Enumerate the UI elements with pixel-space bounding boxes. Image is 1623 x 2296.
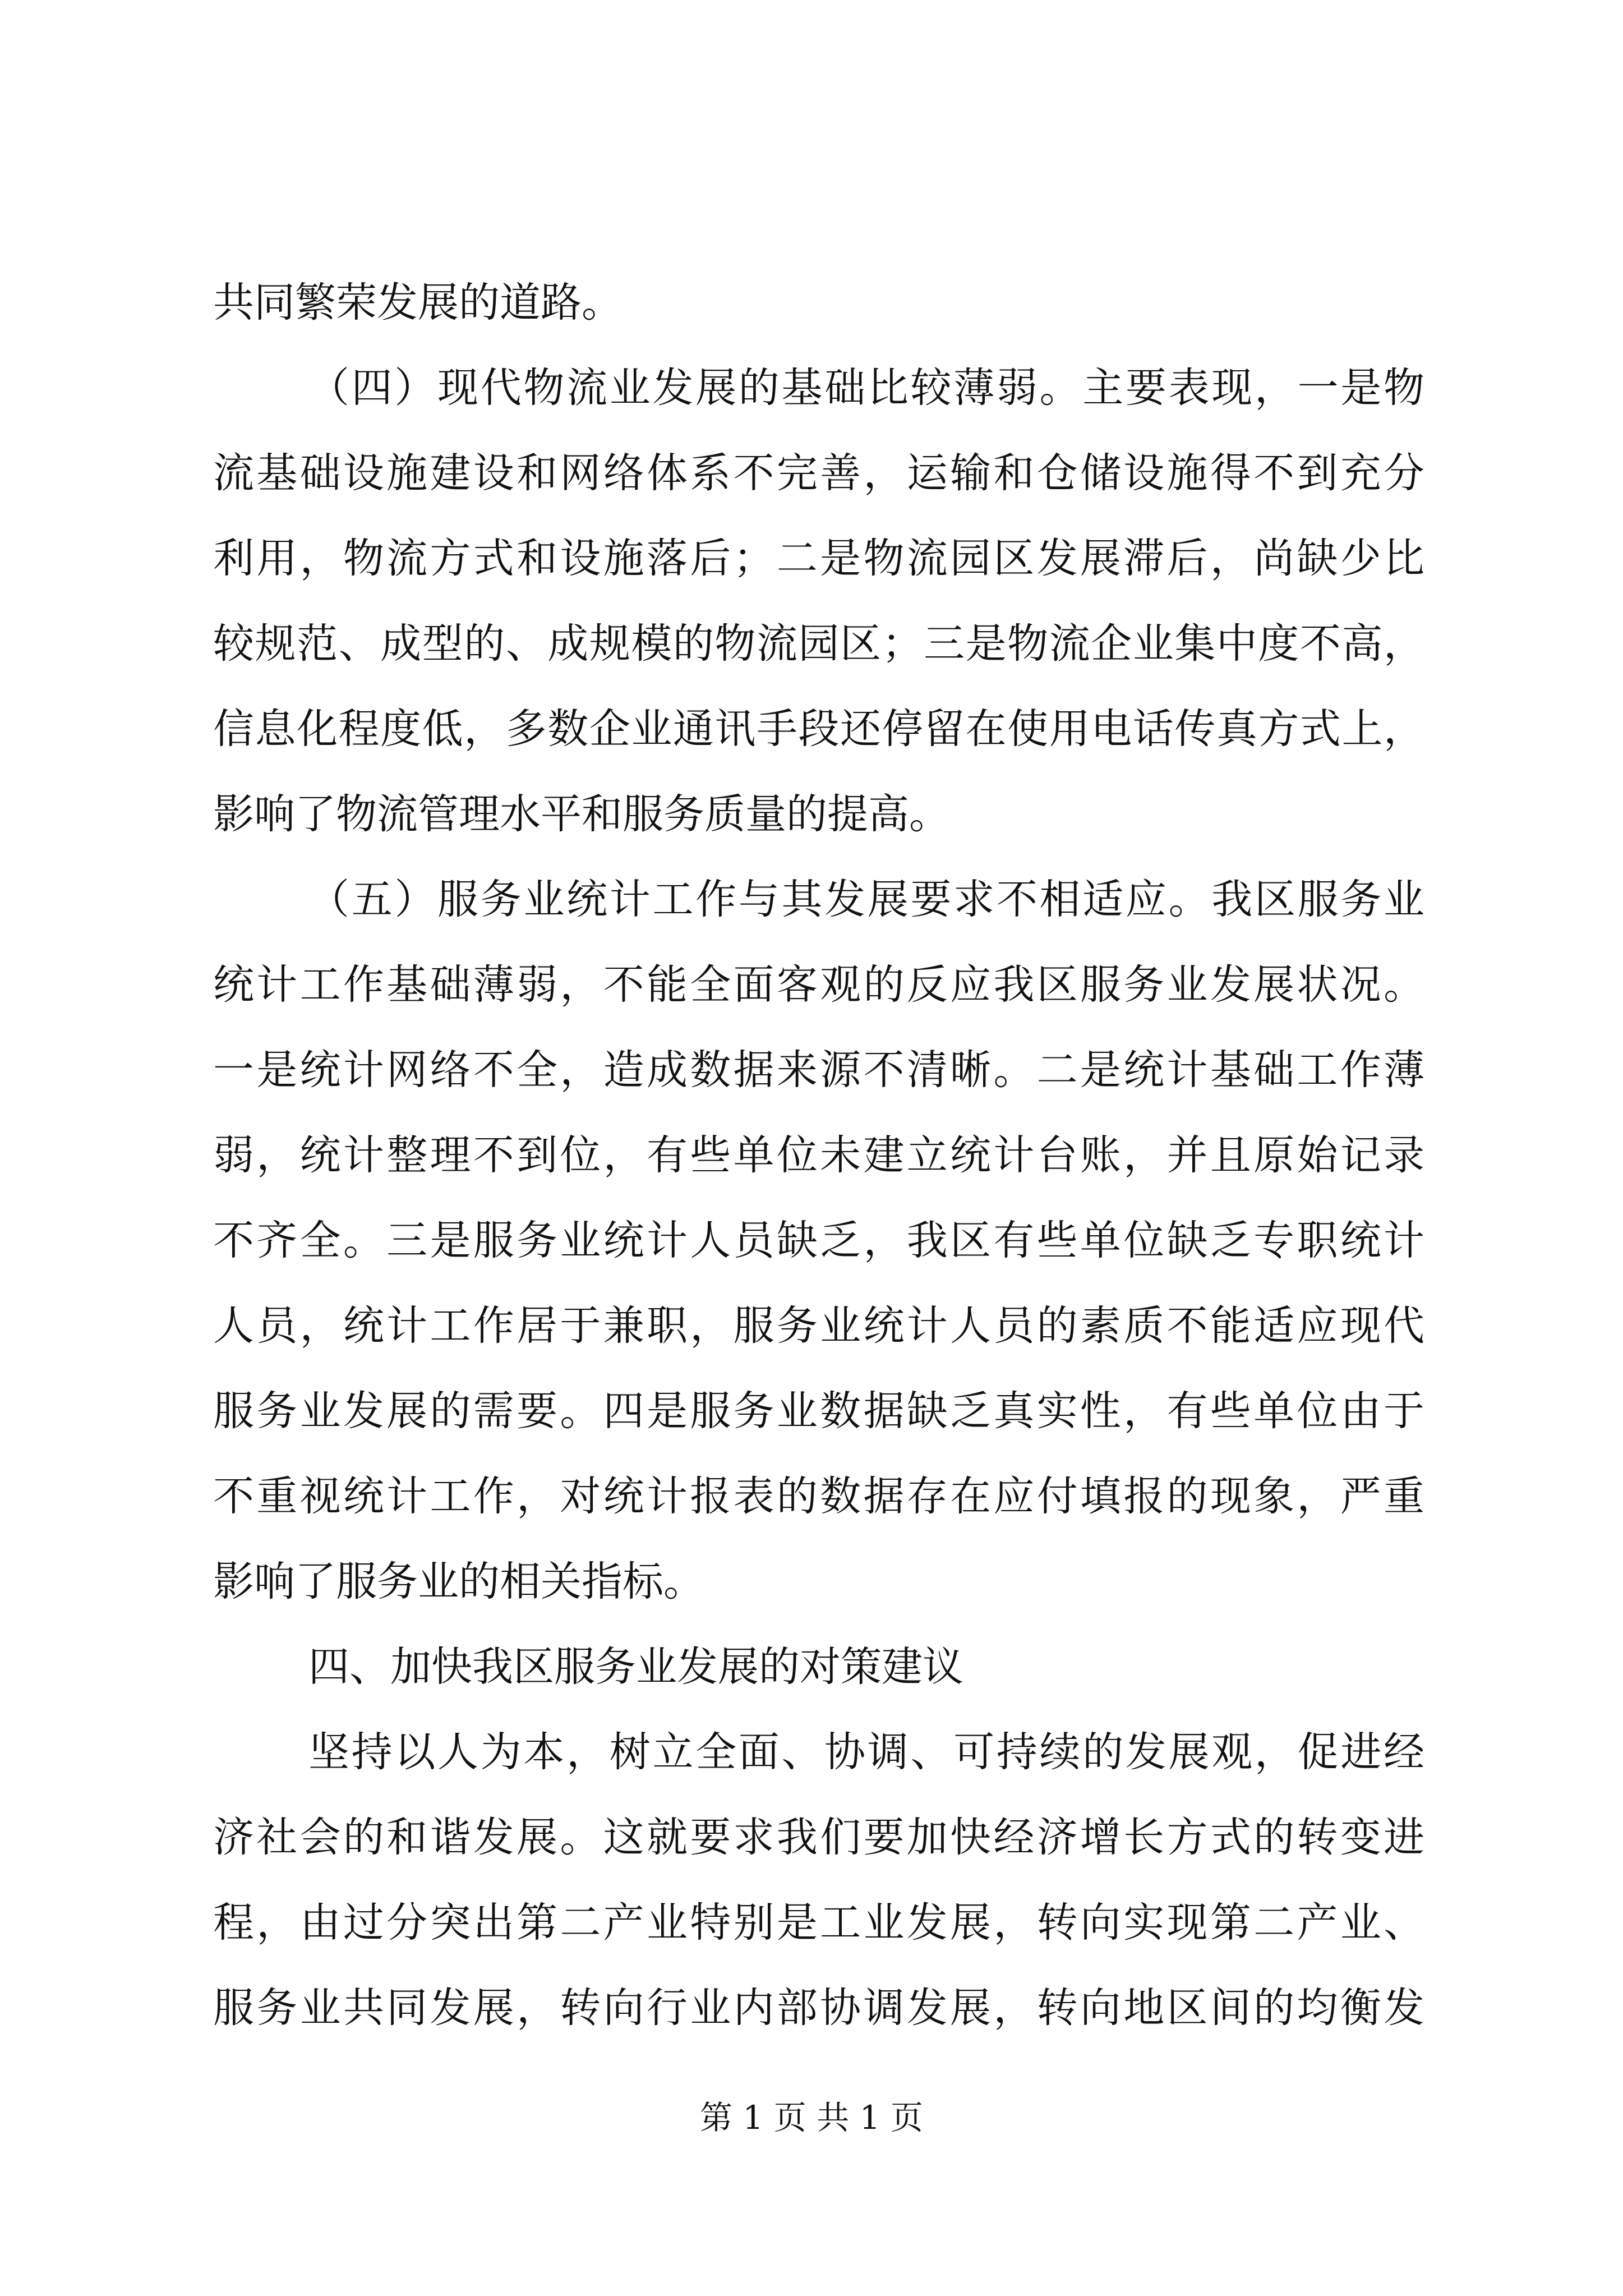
section-heading: 四、加快我区服务业发展的对策建议 (308, 1643, 963, 1691)
text-line: 一是统计网络不全，造成数据来源不清晰。二是统计基础工作薄 (213, 1046, 1424, 1094)
text-line: 流基础设施建设和网络体系不完善，运输和仓储设施得不到充分 (213, 449, 1424, 497)
text-line: 弱，统计整理不到位，有些单位未建立统计台账，并且原始记录 (213, 1131, 1424, 1179)
text-line: 统计工作基础薄弱，不能全面客观的反应我区服务业发展状况。 (213, 961, 1424, 1009)
text-line: 服务业发展的需要。四是服务业数据缺乏真实性，有些单位由于 (213, 1387, 1424, 1435)
text-line: 不齐全。三是服务业统计人员缺乏，我区有些单位缺乏专职统计 (213, 1217, 1424, 1264)
text-line: （四）现代物流业发展的基础比较薄弱。主要表现，一是物 (308, 364, 1424, 412)
text-line: 共同繁荣发展的道路。 (213, 279, 623, 326)
text-line: 信息化程度低，多数企业通讯手段还停留在使用电话传真方式上， (213, 705, 1424, 753)
text-line: （五）服务业统计工作与其发展要求不相适应。我区服务业 (308, 876, 1424, 923)
text-line: 利用，物流方式和设施落后；二是物流园区发展滞后，尚缺少比 (213, 535, 1424, 582)
text-line: 程，由过分突出第二产业特别是工业发展，转向实现第二产业、 (213, 1899, 1424, 1947)
text-line: 不重视统计工作，对统计报表的数据存在应付填报的现象，严重 (213, 1473, 1424, 1520)
text-line: 影响了服务业的相关指标。 (213, 1558, 704, 1605)
page-footer: 第 1 页 共 1 页 (700, 2099, 923, 2137)
text-line: 影响了物流管理水平和服务质量的提高。 (213, 790, 950, 838)
text-line: 人员，统计工作居于兼职，服务业统计人员的素质不能适应现代 (213, 1302, 1424, 1350)
text-line: 济社会的和谐发展。这就要求我们要加快经济增长方式的转变进 (213, 1814, 1424, 1861)
text-line: 较规范、成型的、成规模的物流园区；三是物流企业集中度不高， (213, 620, 1424, 668)
text-line: 服务业共同发展，转向行业内部协调发展，转向地区间的均衡发 (213, 1984, 1424, 2032)
text-line: 坚持以人为本，树立全面、协调、可持续的发展观，促进经 (308, 1728, 1424, 1776)
